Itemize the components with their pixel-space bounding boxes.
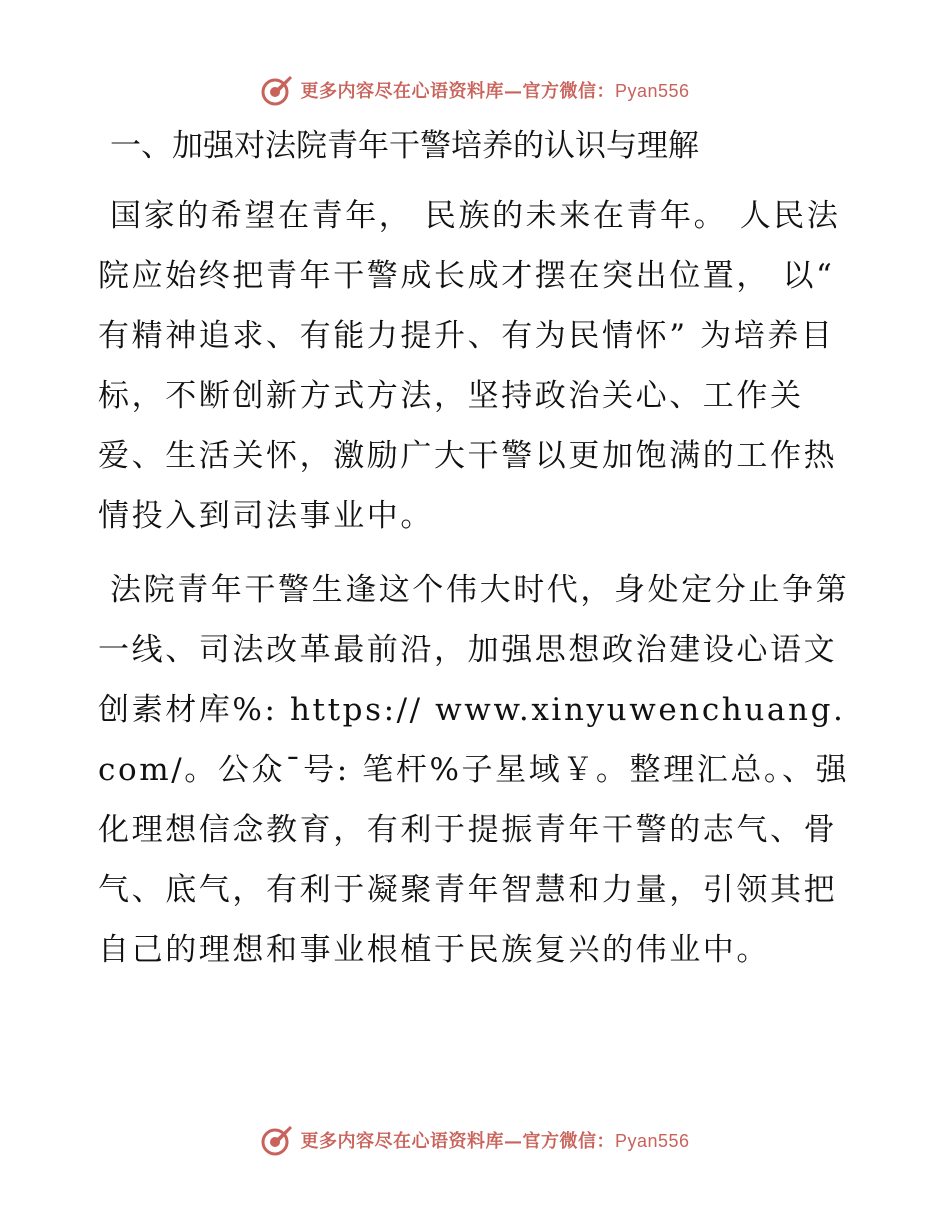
paragraph-2: 法院青年干警生逢这个伟大时代，身处定分止争第一线、司法改革最前沿，加强思想政治建设心语文创素材库%: https:// www.xinyuwenchuang.com/。公众¯号: 笔杆%子星域￥。整理汇总。、强化理想信念教育，有利于提振青年干警的志气、骨气、底气，有利于凝聚青年智慧和力量，引领其把自己的理想和事业根植于民族复兴的伟业中。 [98, 572, 850, 968]
section-heading: 一、加强对法院青年干警培养的认识与理解 [110, 128, 699, 164]
footer-watermark-banner [0, 1120, 950, 1160]
wechat-id: Pyan556 [614, 1131, 690, 1151]
header-watermark-banner [0, 70, 950, 110]
banner-text: 更多内容尽在心语资料库—官方微信：Pyan556 [300, 1131, 690, 1152]
pen-circle-logo-icon [260, 73, 294, 107]
banner-text: 更多内容尽在心语资料库—官方微信：Pyan556 [300, 81, 690, 102]
document-body [98, 116, 858, 994]
paragraph-1: 国家的希望在青年， 民族的未来在青年。 人民法院应始终把青年干警成长成才摆在突出位置， 以“ 有精神追求、有能力提升、有为民情怀” 为培养目标，不断创新方式方法，坚持政治关心、工作关爱、生活关怀，激励广大干警以更加饱满的工作热情投入到司法事业中。 [98, 198, 841, 534]
wechat-id: Pyan556 [614, 81, 690, 101]
pen-circle-logo-icon [260, 1123, 294, 1157]
